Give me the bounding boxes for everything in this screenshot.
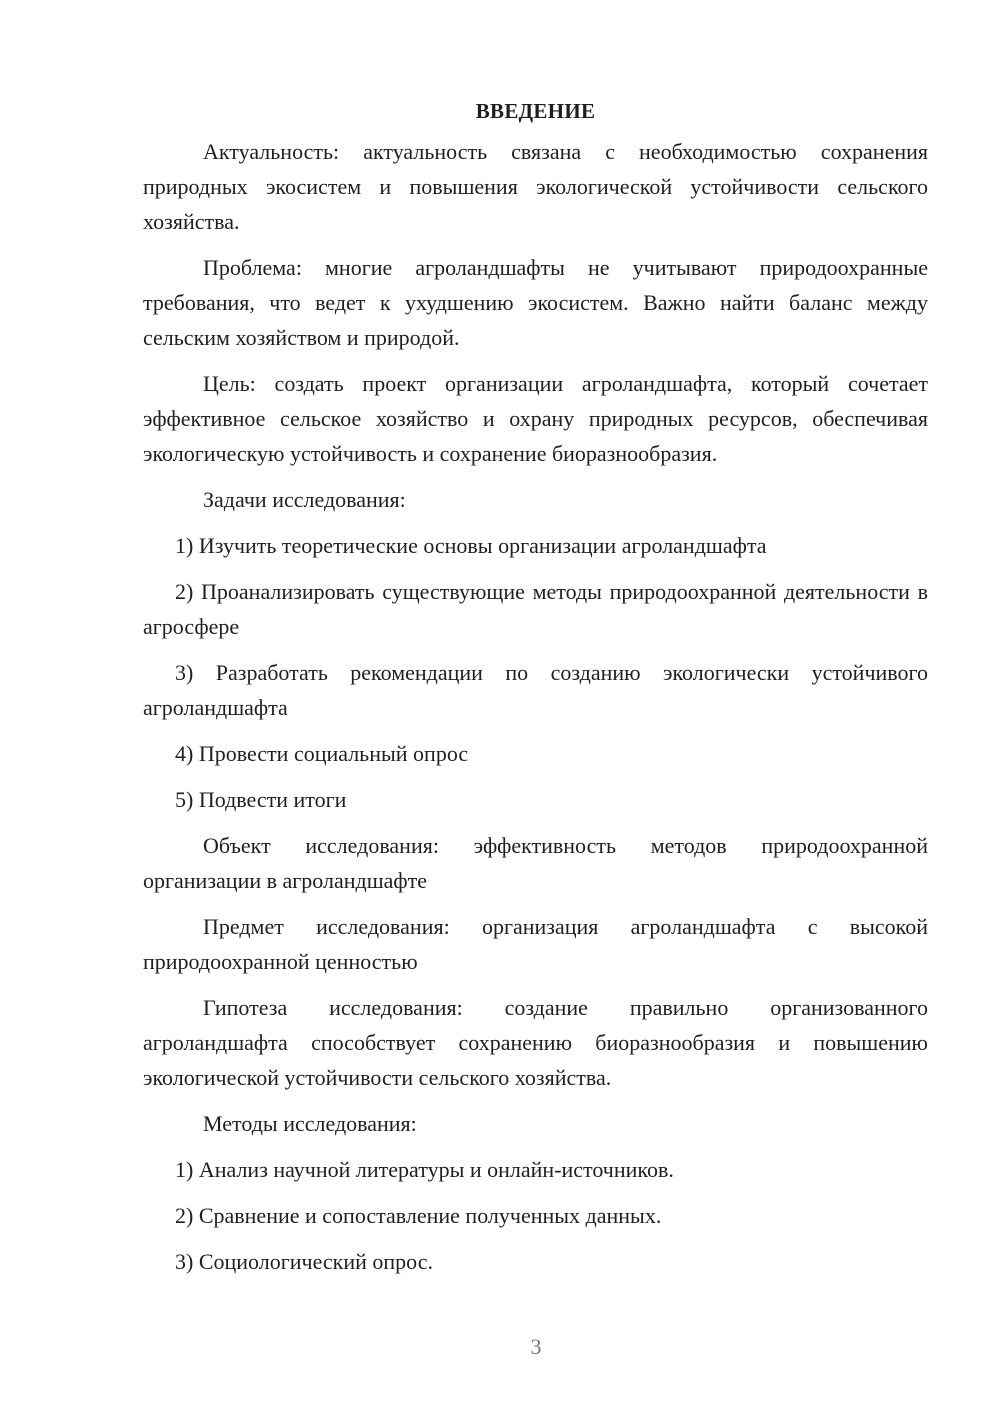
method-item-3: 3) Социологический опрос. — [175, 1249, 433, 1274]
paragraph-methods-heading: Методы исследования: — [203, 1111, 417, 1136]
task-item-1: 1) Изучить теоретические основы организации агроландшафта — [175, 533, 767, 558]
task-item-4: 4) Провести социальный опрос — [175, 741, 469, 766]
method-item-2: 2) Сравнение и сопоставление полученных данных. — [175, 1203, 662, 1228]
task-item-3: 3) Разработать рекомендации по созданию экологически устойчивого агроландшафта — [143, 660, 928, 720]
method-item-1: 1) Анализ научной литературы и онлайн-источников. — [175, 1157, 674, 1182]
paragraph-relevance: Актуальность: актуальность связана с необходимостью сохранения природных экосистем и повышения экологической устойчивости сельского хозяйства. — [143, 139, 928, 234]
task-item-2: 2) Проанализировать существующие методы природоохранной деятельности в агросфере — [143, 579, 928, 639]
paragraph-goal: Цель: создать проект организации агроландшафта, который сочетает эффективное сельское хозяйство и охрану природных ресурсов, обеспечивая экологическую устойчивость и сохранение биоразнообразия. — [143, 371, 928, 466]
paragraph-problem: Проблема: многие агроландшафты не учитывают природоохранные требования, что ведет к ухудшению экосистем. Важно найти баланс между сельским хозяйством и природой. — [143, 255, 928, 350]
document-body — [143, 98, 928, 1290]
page-number: 3 — [530, 1334, 542, 1359]
paragraph-subject: Предмет исследования: организация агроландшафта с высокой природоохранной ценностью — [143, 914, 928, 974]
task-item-5: 5) Подвести итоги — [175, 787, 347, 812]
paragraph-object: Объект исследования: эффективность методов природоохранной организации в агроландшафте — [143, 833, 928, 893]
section-title: ВВЕДЕНИЕ — [475, 99, 596, 123]
paragraph-tasks-heading: Задачи исследования: — [203, 487, 406, 512]
paragraph-hypothesis: Гипотеза исследования: создание правильно организованного агроландшафта способствует сохранению биоразнообразия и повышению экологической устойчивости сельского хозяйства. — [143, 995, 928, 1090]
